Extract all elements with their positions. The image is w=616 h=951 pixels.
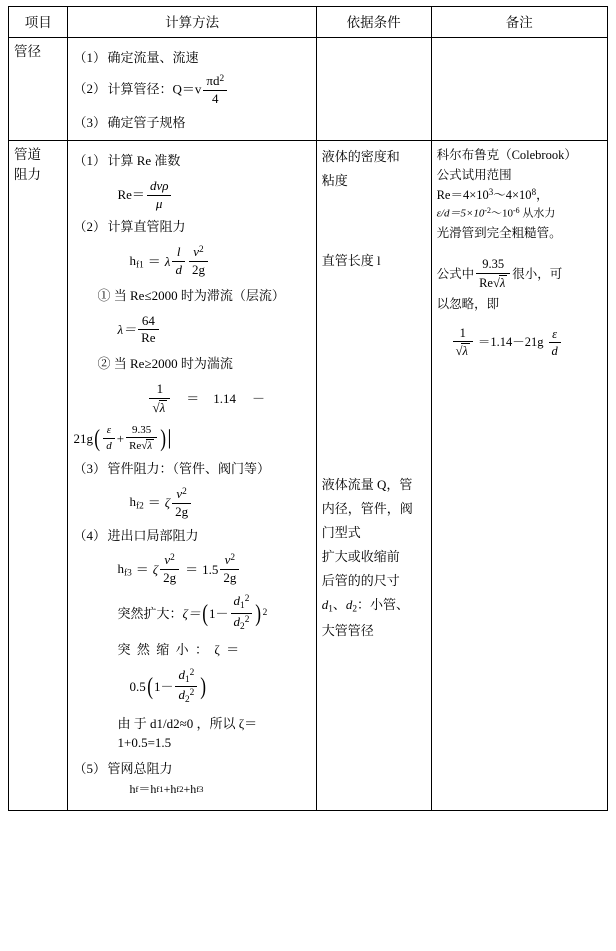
row2-case-1-num: ①: [97, 288, 111, 304]
note-simplified-eps-frac: [549, 327, 561, 359]
note-simplified-lhs-num: 1: [453, 326, 473, 342]
cond-line-3: 直管长度 l: [321, 253, 381, 269]
row2-eq-contraction-num-sup: 2: [189, 667, 195, 678]
row2-note: [431, 141, 607, 811]
row1-method: [68, 38, 316, 141]
row2-eq-colebrook-rparen: ): [160, 424, 167, 452]
row2-eq-v2g-frac: [189, 245, 208, 278]
row2-eq-v2g-num: v: [193, 244, 199, 260]
row1-note: [431, 38, 607, 141]
row2-eq-reynolds-frac: [147, 179, 172, 212]
row2-eq-contraction-den-sub: 2: [184, 695, 190, 706]
row2-eq-colebrook-eqsign: ＝: [186, 391, 200, 407]
row2-eq-reynolds-num: dvρ: [147, 179, 172, 196]
note-ed-pre: ε/d＝5×10: [436, 207, 485, 220]
note-935-frac: [476, 257, 510, 290]
row2-step-1-num: （1）: [73, 153, 106, 169]
row1-step-1-num: （1）: [73, 50, 106, 65]
row2-eq-ld-num: l: [172, 245, 185, 262]
row1-step-3: [73, 113, 310, 133]
note-simplified-eps-den: d: [551, 343, 558, 358]
row2-step-4-num: （4）: [73, 527, 106, 543]
row2-eq-straight-pipe: $h_{f1}$ ＝ λ $\frac{l}{d}$ $\frac{v^2}{2g}$: [129, 245, 310, 278]
note-ed-end: 从水力: [519, 207, 556, 220]
row2-eq-inout-coef: 1.5: [202, 561, 219, 577]
cond-line-7: 扩大或收缩前: [321, 549, 400, 565]
row2-eq-inout-eqsign: ＝: [185, 561, 199, 577]
row2-eq-v2g-num-sup: 2: [198, 244, 204, 255]
row2-eq-expansion-num-sub: 1: [240, 601, 245, 612]
row2-eq-colebrook-935-num: 9.35: [126, 424, 157, 439]
row1-step-3-text: 确定管子规格: [107, 114, 186, 130]
row2-eq-expansion-lparen: (: [202, 599, 208, 627]
row1-diameter-fraction: [203, 74, 227, 107]
note-line-2: 公式试用范围: [436, 168, 512, 183]
note-line-5: 光滑管到完全粗糙管。: [436, 226, 562, 241]
note-simplified-eq: ＝1.14－21g: [477, 335, 544, 350]
row2-eq-contraction-frac: [175, 668, 197, 706]
row2-eq-lambda: λ: [164, 253, 171, 269]
row2-eq-contraction-rparen: ): [200, 673, 207, 701]
row2-eq-reynolds: [117, 179, 310, 212]
row2-eq-contraction-num-sub: 1: [184, 674, 190, 685]
note-re-pre: Re＝4×10: [436, 188, 489, 203]
row1-item: 管径: [9, 38, 68, 141]
row2-eq-hf1: [129, 251, 143, 273]
row2-eq-total-sub3: f3: [196, 783, 204, 794]
row2-eq-colebrook-const: 1.14: [213, 391, 237, 407]
note-formula-pre: 公式中: [436, 266, 475, 281]
row2-step-4-text: 进出口局部阻力: [107, 527, 199, 543]
note-re-mid: ～4×10: [493, 188, 532, 203]
row2-eq-contraction-one: 1－: [153, 679, 174, 695]
row2-step-3-num: （3）: [73, 461, 106, 477]
cond-sep: 、: [332, 597, 346, 613]
row2-eq-inout-f2-num-sup: 2: [230, 553, 236, 564]
row2-item: [9, 141, 68, 811]
row2-step-5-text: 管网总阻力: [107, 760, 173, 776]
row2-eq-expansion-zeta: ζ＝: [182, 605, 201, 621]
row2-eq-hf3-sub: f3: [123, 568, 132, 579]
row2-eq-colebrook-lparen: (: [94, 424, 100, 452]
row2-step-2-text: 计算直管阻力: [107, 219, 186, 235]
cond-d1-sub: 1: [328, 605, 333, 616]
row2-eq-laminar-lhs: λ＝: [117, 322, 137, 338]
cond-line-5: 内径，管件，阀: [321, 501, 413, 517]
cond-line-4: 液体流量 Q，管: [321, 477, 413, 493]
row2-eq-reynolds-den: μ: [155, 195, 163, 211]
row2-eq-laminar-num: 64: [138, 314, 158, 331]
row2-eq-colebrook-line2: 21g ( $\frac{\varepsilon}{d}$ + $\frac{9.35}{Re√\lambda}$ ) |: [73, 423, 172, 453]
header-note: 备注: [431, 7, 607, 38]
row2-eq-fitting-zeta: ζ: [164, 495, 171, 511]
note-re-sup1: 3: [488, 187, 494, 198]
row1-frac-num-sup: 2: [219, 73, 225, 84]
header-method: 计算方法: [68, 7, 316, 38]
table-row: [9, 38, 608, 141]
row2-eq-reynolds-lhs: Re＝: [117, 187, 145, 203]
row2-eq-expansion-den-d: d: [233, 613, 241, 629]
row2-eq-inout-frac2: [220, 553, 239, 586]
row2-because-line: [117, 714, 310, 753]
row1-frac-num-text: πd: [206, 72, 220, 88]
row2-eq-total-rest: ＝h: [138, 782, 157, 797]
row2-eq-fitting-den: 2g: [175, 503, 189, 519]
row2-eq-expansion-power: 2: [262, 608, 268, 619]
row2-step-3-text: 管件阻力：（管件、阀门等）: [107, 461, 270, 477]
table-header-row: [9, 7, 608, 38]
row2-eq-colebrook-lhs-den: √λ: [152, 399, 166, 415]
cond-d-end: ：小管、: [357, 597, 410, 613]
cond-d2-sub: 2: [352, 605, 358, 616]
cond-line-10: 大管管径: [321, 623, 374, 639]
note-simplified-lhs: [453, 326, 473, 359]
row2-eq-inout-f1-num-sup: 2: [170, 553, 175, 564]
row2-eq-colebrook-eps-den: d: [106, 439, 112, 452]
note-simplified-lhs-den: √λ: [455, 344, 468, 359]
cond-line-8: 后管的的尺寸: [321, 573, 400, 589]
header-item: 项目: [9, 7, 68, 38]
row2-eq-colebrook-plus: +: [116, 430, 125, 446]
note-935-lambda: λ: [499, 275, 506, 290]
row2-eq-colebrook-lhs: [149, 382, 170, 416]
row2-eq-contraction-coef: 0.5: [129, 679, 146, 695]
note-simplified-eps-num: ε: [549, 327, 561, 343]
row2-eq-inout-frac1: [160, 553, 179, 586]
row2-eq-fitting-num-sup: 2: [182, 486, 187, 497]
note-line-6: [437, 257, 602, 290]
note-line-3: [437, 185, 602, 205]
row2-eq-contraction: [129, 668, 310, 706]
row2-step-4: [73, 526, 310, 546]
row1-step-3-num: （3）: [73, 114, 106, 130]
row2-step-5-num: （5）: [73, 760, 106, 776]
row2-eq-laminar-den: Re: [141, 330, 156, 346]
row2-eq-contraction-den-d: d: [178, 687, 185, 703]
row2-eq-expansion-num-d: d: [233, 593, 241, 609]
row2-eq-ld-frac: [172, 245, 185, 278]
row2-eq-inout-f2-den: 2g: [223, 570, 237, 586]
row2-eq-colebrook-coef: 21g: [73, 430, 93, 446]
row2-eq-expansion-frac: [231, 594, 253, 632]
row2-eq-colebrook-935-lambda: λ: [147, 440, 153, 453]
row2-eq-expansion: [117, 594, 310, 632]
row2-method: [68, 141, 316, 811]
note-ed-mid: ～10: [490, 207, 513, 220]
row2-eq-fitting: $h_{f2}$ ＝ ζ $\frac{v^2}{2g}$: [129, 487, 310, 520]
row2-eq-colebrook-935-frac: [126, 424, 157, 453]
row2-eq-expansion-rparen: ): [255, 599, 262, 627]
row2-eq-v2g-den: 2g: [191, 262, 205, 278]
row2-eq-hf3: [117, 559, 131, 581]
table-row: [9, 141, 608, 811]
row2-eq-hf2-h: h: [129, 494, 136, 510]
row2-eq-laminar-frac: [138, 314, 158, 347]
note-re-end: ，: [536, 188, 549, 203]
row2-eq-total-h: h: [129, 782, 136, 797]
row1-step-1-text: 确定流量、流速: [107, 50, 199, 65]
row2-step-3: [73, 459, 310, 479]
header-condition: 依据条件: [316, 7, 431, 38]
row2-eq-total-plus2: +h: [183, 782, 197, 797]
row2-eq-expansion-label: 突然扩大：: [117, 605, 183, 621]
row2-eq-contraction-num-d: d: [178, 667, 185, 683]
row2-eq-inout-zeta: ζ: [152, 561, 159, 577]
row2-eq-expansion-den-sub: 2: [240, 621, 245, 632]
row2-condition: [316, 141, 431, 811]
row2-eq-total-plus1: +h: [163, 782, 177, 797]
row2-eq-expansion-num-sup: 2: [244, 594, 250, 605]
row2-eq-total-sub: f: [135, 783, 139, 794]
row2-eq-colebrook-lhs-num: 1: [149, 382, 170, 399]
row2-eq-hf2-sub: f2: [135, 501, 144, 512]
row1-condition: [316, 38, 431, 141]
row2-eq-contraction-den-sup: 2: [189, 688, 195, 699]
row2-eq-colebrook-eps-num: ε: [103, 424, 115, 439]
row2-eq-total-sub1: f1: [156, 783, 164, 794]
row2-case-2-text: 当 Re≥2000 时为湍流: [113, 356, 233, 372]
cond-line-9: [322, 593, 426, 619]
cond-d2: d: [345, 597, 353, 613]
row2-eq-ld-den: d: [175, 261, 182, 277]
formula-table: [8, 6, 608, 811]
row2-eq-colebrook-eps-frac: [103, 424, 115, 452]
row2-item-line1: 管道: [14, 147, 41, 163]
note-line-1: 科尔布鲁克（Colebrook）: [436, 148, 577, 163]
row2-eq-hf2: [129, 492, 143, 514]
cond-d1: d: [321, 597, 329, 613]
row1-step-2: [73, 74, 310, 107]
note-line-7: 以忽略，即: [436, 297, 500, 312]
row1-step-1: [73, 48, 310, 68]
note-935-num: 9.35: [476, 257, 510, 273]
row2-step-5: [73, 759, 310, 779]
cond-line-2: 粘度: [321, 173, 348, 189]
row2-item-line2: 阻力: [14, 167, 41, 183]
row2-because-text: 由 于 d1/d2≈0 ，所以 ζ＝1+0.5=1.5: [117, 715, 258, 751]
row2-eq-total: [129, 780, 310, 798]
row1-step-2-text: [107, 74, 310, 107]
row2-eq-inout: $h_{f3}$ ＝ ζ $\frac{v^2}{2g}$ ＝ 1.5 $\frac{v^2}{2g}$: [117, 553, 310, 586]
row2-eq-colebrook-minus: －: [252, 391, 266, 407]
cond-line-6: 门型式: [321, 525, 361, 541]
row2-case-2: [97, 354, 310, 374]
row2-eq-expansion-den-sup: 2: [244, 614, 250, 625]
row2-eq-contraction-label: [117, 640, 310, 660]
row2-eq-contraction-text: 突 然 缩 小 ： ζ ＝: [117, 642, 241, 658]
row2-eq-laminar: [117, 314, 310, 347]
row2-eq-colebrook-lhs-lambda: λ: [159, 399, 166, 415]
row1-step-2-label: 计算管径：Q＝v: [107, 81, 202, 97]
row2-case-1: [97, 286, 310, 306]
note-line-8: [451, 326, 602, 359]
row2-eq-hf1-sub: f1: [135, 260, 144, 271]
row2-eq-inout-f1-num: v: [164, 552, 171, 568]
row2-step-1-text: 计算 Re 准数: [107, 153, 181, 169]
row2-eq-inout-f1-den: 2g: [163, 570, 177, 586]
row2-eq-fitting-frac: [172, 487, 191, 520]
row2-eq-colebrook-line1: [147, 382, 310, 416]
row2-case-1-text: 当 Re≤2000 时为滞流（层流）: [113, 288, 285, 304]
row2-eq-colebrook-935-re: Re: [129, 440, 142, 453]
row2-case-2-num: ②: [97, 356, 111, 372]
note-line-4: [437, 205, 602, 223]
document-page: [0, 6, 616, 951]
row2-eq-colebrook-935-den: Re√λ: [129, 440, 153, 453]
row1-step-2-num: （2）: [73, 81, 106, 97]
row2-step-2: [73, 217, 310, 237]
note-935-re: Re: [479, 275, 493, 290]
note-re-sup2: 8: [531, 187, 537, 198]
row2-eq-contraction-lparen: (: [146, 673, 153, 701]
row1-frac-den: 4: [212, 90, 219, 106]
note-formula-end: 很小，可: [512, 266, 563, 281]
row2-eq-hf1-h: h: [129, 252, 136, 268]
row2-step-2-num: （2）: [73, 219, 106, 235]
row2-eq-inout-f2-num: v: [224, 552, 231, 568]
row2-eq-fitting-num: v: [176, 485, 183, 501]
row2-eq-total-sub2: f2: [176, 783, 184, 794]
row2-eq-hf3-h: h: [117, 560, 124, 576]
note-ed-sup2: -6: [512, 206, 520, 216]
note-935-den: Re√λ: [479, 275, 506, 290]
row2-eq-expansion-one: 1－: [209, 605, 229, 621]
row2-step-1: [73, 151, 310, 171]
note-simplified-lambda: λ: [462, 344, 468, 359]
note-ed-sup1: -2: [484, 206, 491, 216]
cond-line-1: 液体的密度和: [321, 149, 400, 165]
